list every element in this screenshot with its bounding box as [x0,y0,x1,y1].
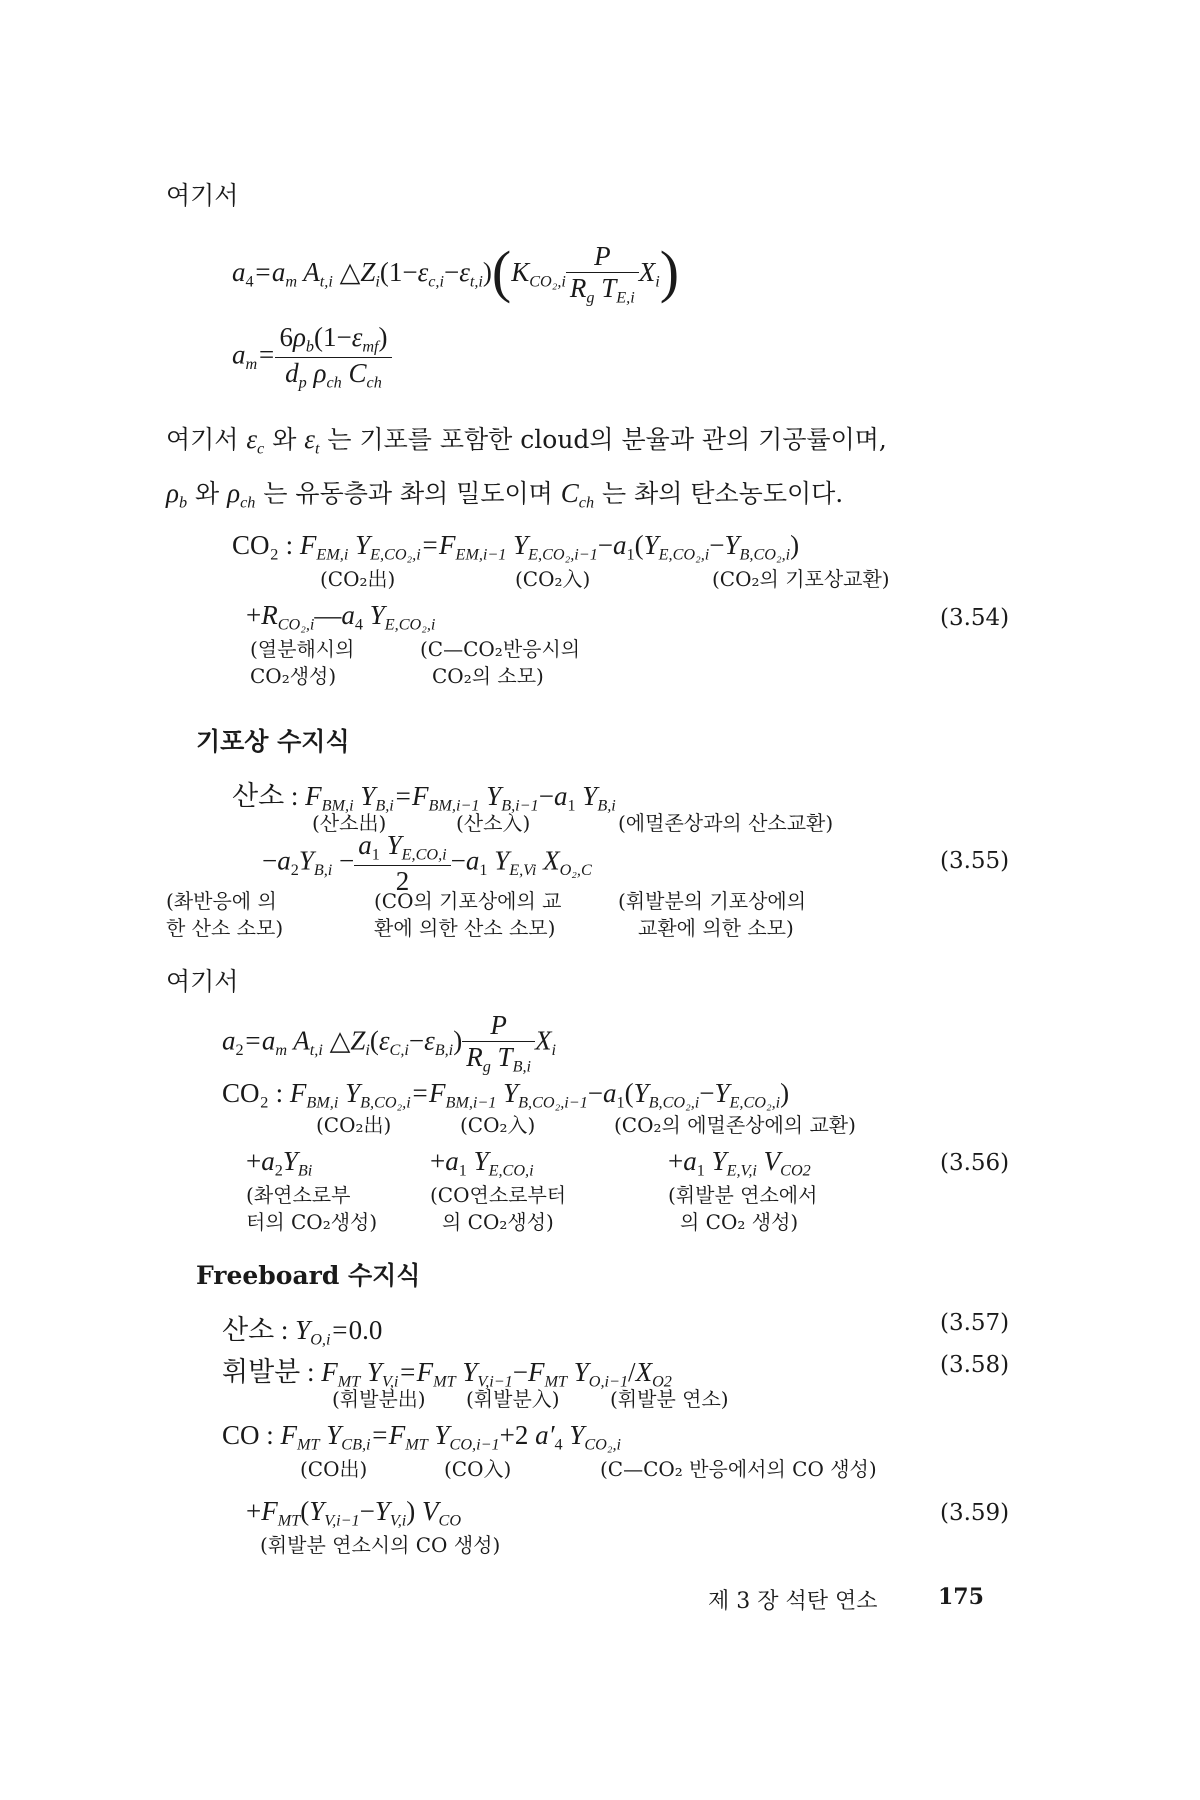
label-co-in: (CO入) [444,1457,512,1481]
label-co-combustion-line-1: (CO연소로부터 [430,1183,567,1207]
label-co-exchange-line-1: (CO의 기포상에의 교 [374,889,562,913]
para2-c: 는 촤의 탄소농도이다. [602,479,844,508]
label-volatile-co: (휘발분 연소시의 CO 생성) [260,1533,501,1557]
label-co2-exchange: (CO₂의 기포상교환) [712,567,890,591]
equation-number-3-56: (3.56) [940,1150,1010,1176]
label-char-reaction-line-2: 한 산소 소모) [166,916,284,940]
heading-freeboard: Freeboard 수지식 [196,1261,421,1290]
equation-3-56-term-2: $+a_1$ $Y_{E,CO,i}$ [430,1146,534,1180]
text-yeogiseo: 여기서 [166,967,239,996]
equation-3-58: 휘발분 : $F_{MT}$ $Y_{V,i}=F_{MT}$ $Y_{V,i-1}-F_{MT}$ $Y_{O,i-1}/X_{O2}$ [222,1357,672,1391]
label-oxygen-out: (산소出) [312,811,387,835]
label-volatile-combustion-line-2: 의 CO₂ 생성) [680,1210,799,1234]
para1-b: 와 [272,425,297,454]
label-co2-in: (CO₂入) [515,567,591,591]
label-oxygen-exchange: (에멀존상과의 산소교환) [618,811,834,835]
label-volatiles-out: (휘발분出) [332,1387,426,1411]
label-oxygen: 산소 : [222,1315,289,1345]
equation-a2: $a_2=a_m$ $A_{t,i}$ $\triangle Z_i(\varepsilon_{C,i}-\varepsilon_{B,i})$ $\frac{P}{R_g T_{B,i}}$ $X_i$ [222,1010,556,1076]
para1-a: 여기서 [166,425,239,454]
label-co-out: (CO出) [300,1457,368,1481]
label-char-combustion-line-2: 터의 CO₂생성) [246,1210,378,1234]
equation-a4: $a_4=a_m$ $A_{t,i}$ $\triangle Z_i(1-\varepsilon_{c,i}-\varepsilon_{t,i})(K_{CO_2,i}$ $\frac{P}{R_g T_{E,i}}$ $X_i$) [232,239,680,308]
page-number: 175 [938,1584,984,1610]
label-char-combustion-line-1: (촤연소로부 [246,1183,351,1207]
equation-3-54-line-1: CO₂ : $F_{EM,i}$ $Y_{E,CO_2,i}=F_{EM,i-1}$ $Y_{E,CO_2,i-1}-a_1(Y_{E,CO_2,i}-Y_{B,CO_2,i})$ [232,530,800,564]
equation-am: $a_m=$ $\frac{6\rho_b(1-\varepsilon_{mf})}{d_p \rho_{ch} C_{ch}}$ [232,322,392,392]
equation-number-3-59: (3.59) [940,1500,1010,1526]
equation-3-55-line-1: 산소 : $F_{BM,i}$ $Y_{B,i}=F_{BM,i-1}$ $Y_{B,i-1}-a_1$ $Y_{B,i}$ [232,781,616,815]
equation-3-56-term-3: $+a_1$ $Y_{E,V,i}$ $V_{CO2}$ [668,1146,811,1180]
equation-3-54-line-2: $+R_{CO_2,i}—a_4$ $Y_{E,CO_2,i}$ [246,600,436,634]
equation-3-56-line-1: CO₂ : $F_{BM,i}$ $Y_{B,CO_2,i}=F_{BM,i-1}$ $Y_{B,CO_2,i-1}-a_1(Y_{B,CO_2,i}-Y_{E,CO_2,i})$ [222,1078,790,1112]
label-pyrolysis-line-1: (열분해시의 [250,637,355,661]
para2-b: 는 유동층과 촤의 밀도이며 [263,479,553,508]
label-co2-emulsion-exchange: (CO₂의 에멀존상에의 교환) [614,1113,856,1137]
chapter-footer: 제 3 장 석탄 연소 [708,1589,878,1614]
label-reaction-line-1: (C—CO₂반응시의 [420,637,581,661]
label-volatile-combustion-line-1: (휘발분 연소에서 [668,1183,818,1207]
label-co2-out: (CO₂出) [320,567,396,591]
label-c-co2-reaction: (C—CO₂ 반응에서의 CO 생성) [600,1457,877,1481]
para1-c: 는 기포를 포함한 cloud의 분율과 관의 기공률이며, [327,425,887,454]
equation-3-57: 산소 : $Y_{O,i}=0.0$ [222,1315,383,1349]
label-volatiles: 휘발분 : [222,1357,315,1387]
label-volatile-exchange-line-1: (휘발분의 기포상에의 [618,889,807,913]
label-reaction-line-2: CO₂의 소모) [432,664,544,688]
equation-3-59-line-2: $+F_{MT}(Y_{V,i-1}-Y_{V,i})$ $V_{CO}$ [246,1496,462,1530]
equation-3-56-line-2: $+a_2Y_{Bi}$ [246,1146,313,1180]
label-co-exchange-line-2: 환에 의한 산소 소모) [374,916,556,940]
label-co-combustion-line-2: 의 CO₂생성) [442,1210,554,1234]
label-co2-out: (CO₂出) [316,1113,392,1137]
label-char-reaction-line-1: (촤반응에 의 [166,889,277,913]
label-pyrolysis-line-2: CO₂생성) [250,664,337,688]
equation-number-3-57: (3.57) [940,1310,1010,1336]
heading-bubble-phase: 기포상 수지식 [196,727,350,756]
equation-number-3-58: (3.58) [940,1352,1010,1378]
paragraph-line-2: $\rho_b$ 와 $\rho_{ch}$ 는 유동층과 촤의 밀도이며 $C_{ch}$ 는 촤의 탄소농도이다. [166,478,844,512]
label-co2-in: (CO₂入) [460,1113,536,1137]
label-oxygen-in: (산소入) [456,811,531,835]
equation-number-3-54: (3.54) [940,605,1010,631]
label-volatile-exchange-line-2: 교환에 의한 소모) [638,916,794,940]
text-yeogiseo: 여기서 [166,181,239,210]
para2-a: 와 [195,479,220,508]
equation-3-55-line-2: $-a_2Y_{B,i}$ − $\frac{a_1 Y_{E,CO,i}}{2}$ $-a_1$ $Y_{E,Vi}$ $X_{O_2,C}$ [262,830,592,896]
label-volatiles-in: (휘발분入) [466,1387,560,1411]
paragraph-line-1: 여기서 $\varepsilon_c$ 와 $\varepsilon_t$ 는 기포를 포함한 cloud의 분율과 관의 기공률이며, [166,424,887,458]
equation-number-3-55: (3.55) [940,848,1010,874]
equation-3-59-line-1: CO : $F_{MT}$ $Y_{CB,i}=F_{MT}$ $Y_{CO,i-1}+2$ $a'_4$ $Y_{CO_2,i}$ [222,1420,622,1454]
label-volatiles-combustion: (휘발분 연소) [610,1387,729,1411]
